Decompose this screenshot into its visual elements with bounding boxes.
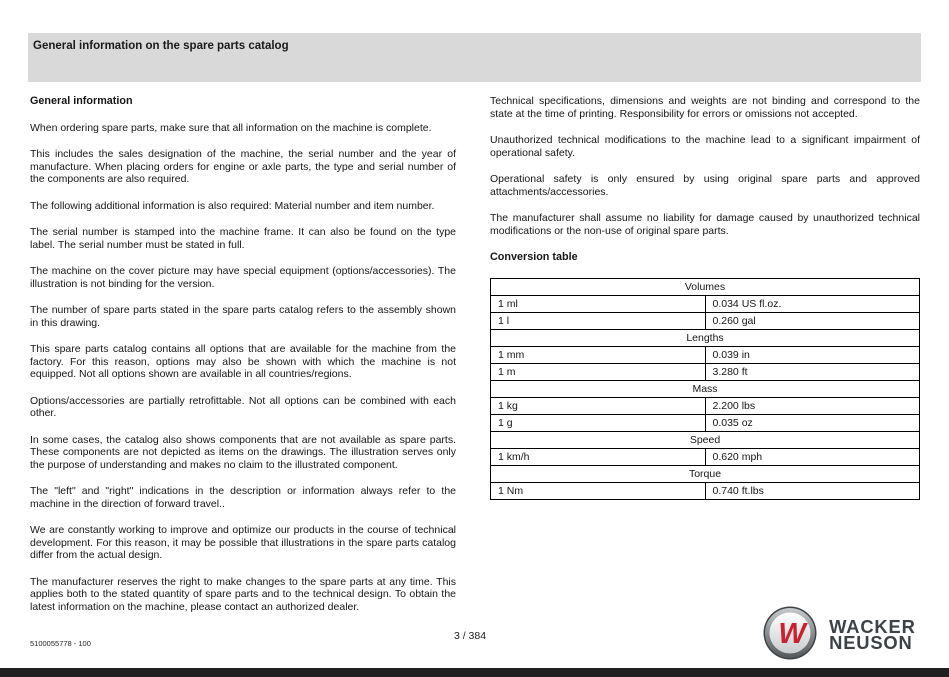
paragraph: The number of spare parts stated in the spare parts catalog refers to the assembly shown in this drawing. xyxy=(30,304,456,329)
page-number-indicator: 3 / 384 xyxy=(453,630,487,642)
table-cell-metric: 1 mm xyxy=(491,346,706,363)
paragraph: When ordering spare parts, make sure that all information on the machine is complete. xyxy=(30,121,432,134)
paragraph: In some cases, the catalog also shows components that are not available as spare parts. These components are not depicted as items on the drawings. The illustration serves only the purpose of understanding and makes no claim to the illustrated component. xyxy=(30,433,456,471)
left-column xyxy=(30,95,456,627)
table-cell-imperial: 0.740 ft.lbs xyxy=(705,482,920,499)
table-cell-metric: 1 Nm xyxy=(491,482,706,499)
table-section-label: Lengths xyxy=(491,329,920,346)
paragraph: The manufacturer reserves the right to make changes to the spare parts at any time. This applies both to the stated quantity of spare parts and to the technical design. To obtain the latest information on the machine, please contact an authorized dealer. xyxy=(30,575,456,613)
table-row xyxy=(491,363,920,380)
table-section-row xyxy=(491,278,920,295)
table-cell-imperial: 0.260 gal xyxy=(705,312,920,329)
paragraph: The "left" and "right" indications in the description or information always refer to the machine in the direction of forward travel.. xyxy=(30,485,456,510)
brand-wordmark-line1: WACKER xyxy=(829,616,916,637)
paragraph: The manufacturer shall assume no liability for damage caused by unauthorized technical modifications or the non-use of original spare parts. xyxy=(490,212,920,237)
table-row xyxy=(491,312,920,329)
section-heading-conversion-table: Conversion table xyxy=(490,251,578,263)
table-section-row xyxy=(491,431,920,448)
table-cell-imperial: 2.200 lbs xyxy=(705,397,920,414)
table-section-label: Mass xyxy=(491,380,920,397)
paragraph: Unauthorized technical modifications to the machine lead to a significant impairment of operational safety. xyxy=(490,134,920,159)
table-cell-metric: 1 kg xyxy=(491,397,706,414)
table-section-row xyxy=(491,329,920,346)
table-cell-imperial: 0.035 oz xyxy=(705,414,920,431)
paragraph: The following additional information is also required: Material number and item number. xyxy=(30,199,435,212)
paragraph: The machine on the cover picture may have special equipment (options/accessories). The illustration is not binding for the version. xyxy=(30,265,456,290)
table-section-label: Volumes xyxy=(491,278,920,295)
page-header-bar xyxy=(28,33,921,82)
page-title: General information on the spare parts catalog xyxy=(33,40,289,52)
table-row xyxy=(491,346,920,363)
table-cell-metric: 1 m xyxy=(491,363,706,380)
paragraph: Operational safety is only ensured by using original spare parts and approved attachments/accessories. xyxy=(490,173,920,198)
bottom-edge-bar xyxy=(0,668,949,677)
table-section-row xyxy=(491,380,920,397)
table-row xyxy=(491,397,920,414)
table-row xyxy=(491,295,920,312)
table-cell-imperial: 3.280 ft xyxy=(705,363,920,380)
paragraph: We are constantly working to improve and optimize our products in the course of technical development. For this reason, it may be possible that illustrations in the spare parts catalog differ from the actual design. xyxy=(30,524,456,561)
wacker-neuson-badge-icon xyxy=(763,606,817,665)
section-heading-general-information: General information xyxy=(30,95,133,107)
table-cell-metric: 1 l xyxy=(491,312,706,329)
table-cell-imperial: 0.039 in xyxy=(705,346,920,363)
table-row xyxy=(491,414,920,431)
table-row xyxy=(491,482,920,499)
paragraph: This includes the sales designation of the machine, the serial number and the year of manufacture. When placing orders for engine or axle parts, the type and serial number of the components are also required. xyxy=(30,148,456,185)
table-cell-metric: 1 km/h xyxy=(491,448,706,465)
paragraph: This spare parts catalog contains all options that are available for the machine from the factory. For this reason, options may also be shown with which the machine is not equipped. Not all options shown are available in all countries/regions. xyxy=(30,343,456,380)
table-cell-imperial: 0.620 mph xyxy=(705,448,920,465)
table-section-label: Torque xyxy=(491,465,920,482)
table-section-row xyxy=(491,465,920,482)
right-column xyxy=(490,95,920,500)
paragraph: Technical specifications, dimensions and weights are not binding and correspond to the state at the time of printing. Responsibility for errors or omissions not accepted. xyxy=(490,95,920,120)
document-number: 5100055778 - 100 xyxy=(30,639,91,648)
brand-wordmark-line2: NEUSON xyxy=(829,633,913,653)
paragraph: The serial number is stamped into the machine frame. It can also be found on the type label. The serial number must be stated in full. xyxy=(30,226,456,251)
brand-logo xyxy=(763,606,915,664)
paragraph: Options/accessories are partially retrofittable. Not all options can be combined with each other. xyxy=(30,394,456,419)
table-cell-metric: 1 ml xyxy=(491,295,706,312)
table-row xyxy=(491,448,920,465)
table-cell-metric: 1 g xyxy=(491,414,706,431)
table-section-label: Speed xyxy=(491,431,920,448)
table-cell-imperial: 0.034 US fl.oz. xyxy=(705,295,920,312)
svg-text:W: W xyxy=(778,617,806,650)
conversion-table xyxy=(490,278,920,500)
brand-wordmark xyxy=(829,616,916,653)
